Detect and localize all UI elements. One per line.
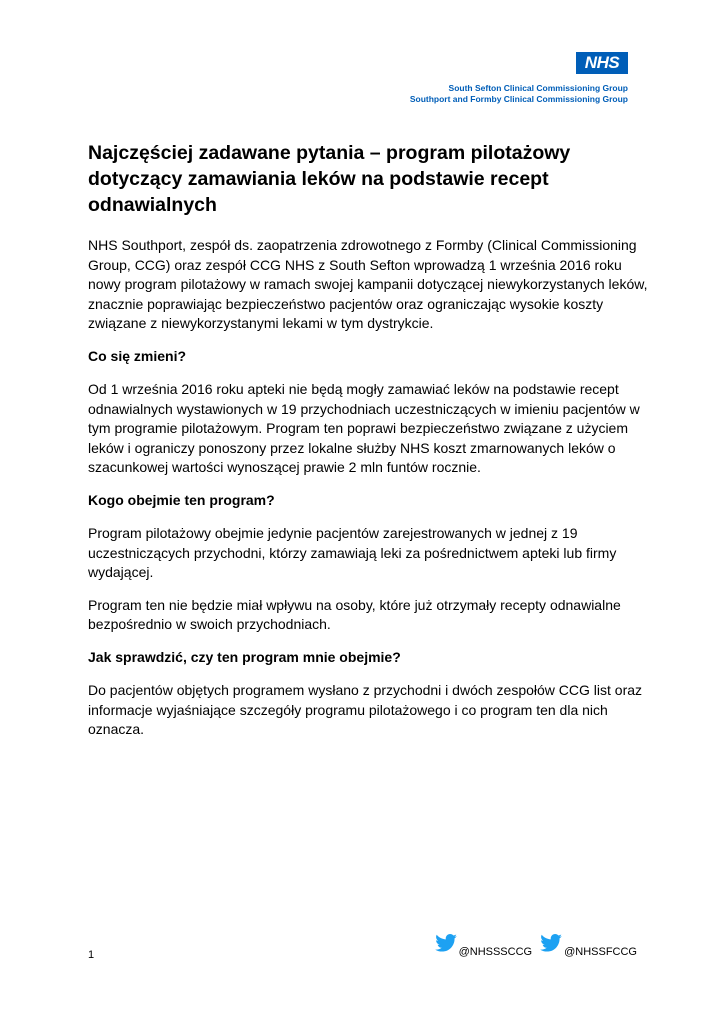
section-paragraph: Program ten nie będzie miał wpływu na osoby, które już otrzymały recepty odnawialne bezpośrednio w swoich przychodniach. <box>88 596 621 633</box>
document-body <box>88 140 648 753</box>
ccg-line: Southport and Formby Clinical Commissioning Group <box>409 94 628 104</box>
section-paragraph: Program pilotażowy obejmie jedynie pacjentów zarejestrowanych w jednej z 19 uczestniczących przychodni, którzy zamawiają leki za pośrednictwem apteki lub firmy wydającej. <box>88 524 617 581</box>
section-heading: Kogo obejmie ten program? <box>88 491 275 508</box>
section-paragraph: Do pacjentów objętych programem wysłano z przychodni i dwóch zespołów CCG list oraz informacje wyjaśniające szczegóły programu pilotażowego i co program ten dla nich oznacza. <box>88 681 643 738</box>
section-paragraph: Od 1 września 2016 roku apteki nie będą mogły zamawiać leków na podstawie recept odnawialnych wystawionych w 19 przychodniach uczestniczących w imieniu pacjentów w tym programie pilotażowym. Program ten poprawi bezpieczeństwo związane z użyciem leków i ograniczy ponoszony przez lokalne służby NHS koszt zmarnowanych leków o szacunkowej wartości wynoszącej prawie 2 mln funtów rocznie. <box>88 380 640 476</box>
section-heading: Jak sprawdzić, czy ten program mnie obejmie? <box>88 648 401 665</box>
section-heading: Co się zmieni? <box>88 347 187 364</box>
nhs-logo: NHS <box>576 52 628 74</box>
handle-text: @NHSSSCCG <box>458 946 533 958</box>
twitter-handle[interactable] <box>435 940 533 958</box>
social-handles <box>427 940 637 958</box>
handle-text: @NHSSFCCG <box>564 946 637 958</box>
ccg-line: South Sefton Clinical Commissioning Group <box>448 83 628 93</box>
ccg-names <box>410 83 628 105</box>
twitter-bird-icon <box>435 934 457 952</box>
page-number: 1 <box>88 949 95 961</box>
twitter-handle[interactable] <box>540 940 637 958</box>
page-title: Najczęściej zadawane pytania – program pilotażowy dotyczący zamawiania leków na podstawie recept odnawialnych <box>88 142 571 216</box>
intro-paragraph: NHS Southport, zespół ds. zaopatrzenia zdrowotnego z Formby (Clinical Commissioning Group, CCG) oraz zespół CCG NHS z South Sefton wprowadzą 1 września 2016 roku nowy program pilotażowy w ramach swojej kampanii dotyczącej niewykorzystanych leków, znacznie poprawiając bezpieczeństwo pacjentów oraz ograniczając wysokie koszty związane z niewykorzystanymi lekami w tym dystrykcie. <box>88 237 648 332</box>
twitter-bird-icon <box>540 934 562 952</box>
